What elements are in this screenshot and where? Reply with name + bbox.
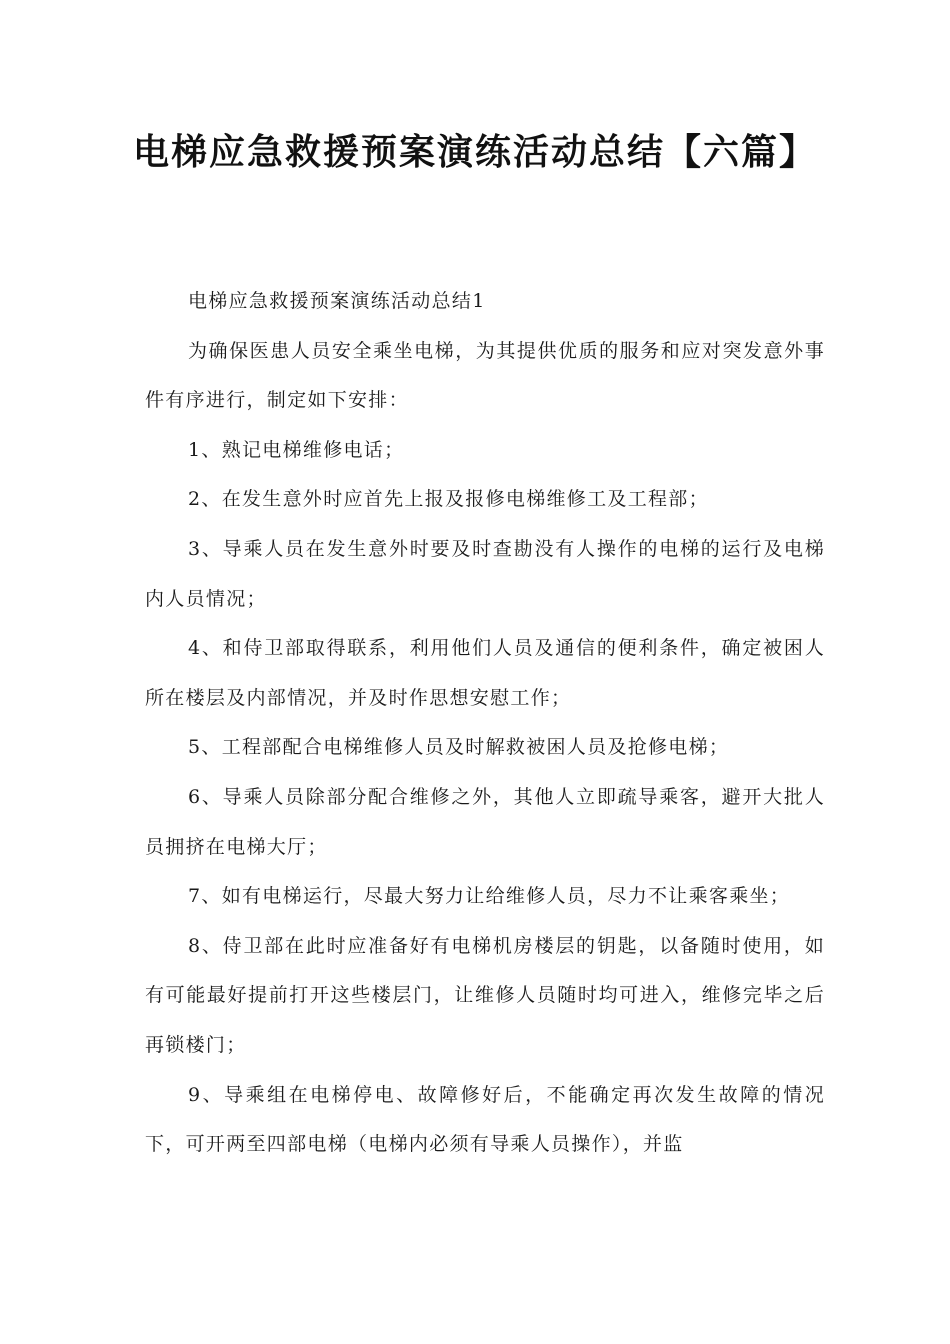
paragraph: 为确保医患人员安全乘坐电梯，为其提供优质的服务和应对突发意外事件有序进行，制定如下安排：: [145, 339, 825, 412]
section-heading: 电梯应急救援预案演练活动总结1: [188, 290, 486, 312]
paragraph: 4、和侍卫部取得联系，利用他们人员及通信的便利条件，确定被困人所在楼层及内部情况，并及时作思想安慰工作；: [145, 637, 825, 709]
paragraph: 5、工程部配合电梯维修人员及时解救被困人员及抢修电梯；: [188, 736, 730, 759]
paragraph: 8、侍卫部在此时应准备好有电梯机房楼层的钥匙，以备随时使用，如有可能最好提前打开这些楼层门，让维修人员随时均可进入，维修完毕之后再锁楼门；: [145, 934, 825, 1056]
document-title: 电梯应急救援预案演练活动总结【六篇】: [132, 132, 817, 173]
paragraph: 3、导乘人员在发生意外时要及时查勘没有人操作的电梯的运行及电梯内人员情况；: [145, 537, 825, 610]
paragraph: 2、在发生意外时应首先上报及报修电梯维修工及工程部；: [188, 488, 709, 511]
paragraph: 6、导乘人员除部分配合维修之外，其他人立即疏导乘客，避开大批人员拥挤在电梯大厅；: [145, 785, 825, 858]
paragraph: 7、如有电梯运行，尽最大努力让给维修人员，尽力不让乘客乘坐；: [188, 885, 791, 908]
paragraph: 9、导乘组在电梯停电、故障修好后，不能确定再次发生故障的情况下，可开两至四部电梯（电梯内必须有导乘人员操作），并监: [145, 1083, 825, 1156]
paragraph: 1、熟记电梯维修电话；: [188, 438, 405, 461]
document-body: [145, 277, 825, 1170]
